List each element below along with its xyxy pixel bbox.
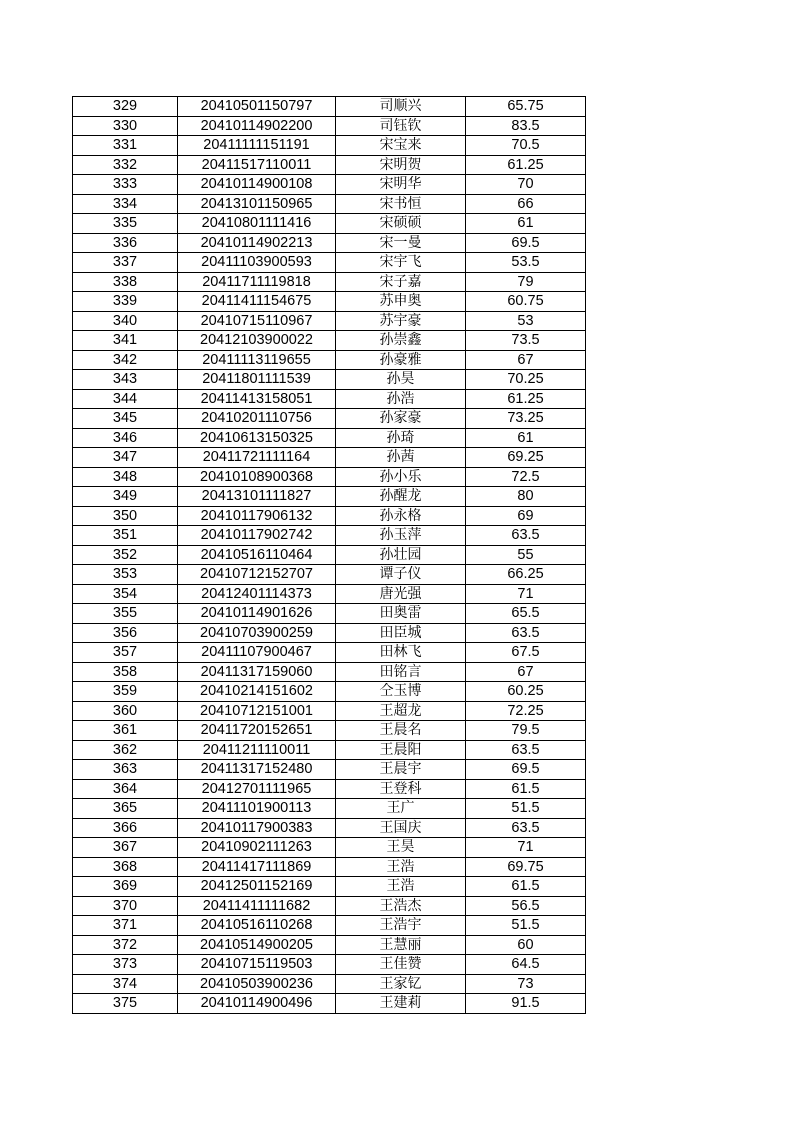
candidate-id-cell: 20410114902200 — [178, 116, 336, 136]
row-number-cell: 364 — [73, 779, 178, 799]
row-number-cell: 374 — [73, 974, 178, 994]
table-row — [73, 506, 586, 526]
candidate-id-cell: 20411107900467 — [178, 643, 336, 663]
row-number-cell: 354 — [73, 584, 178, 604]
row-number-cell: 375 — [73, 994, 178, 1014]
candidate-id-cell: 20410501150797 — [178, 97, 336, 117]
score-cell: 70.5 — [466, 136, 586, 156]
score-cell: 73.5 — [466, 331, 586, 351]
row-number-cell: 338 — [73, 272, 178, 292]
candidate-id-cell: 20411317159060 — [178, 662, 336, 682]
name-cell: 苏宇豪 — [336, 311, 466, 331]
name-cell: 王晨宇 — [336, 760, 466, 780]
candidate-id-cell: 20410613150325 — [178, 428, 336, 448]
score-cell: 67.5 — [466, 643, 586, 663]
table-row — [73, 662, 586, 682]
row-number-cell: 370 — [73, 896, 178, 916]
name-cell: 宋明贺 — [336, 155, 466, 175]
name-cell: 王广 — [336, 799, 466, 819]
name-cell: 孙壮园 — [336, 545, 466, 565]
table-row — [73, 311, 586, 331]
row-number-cell: 342 — [73, 350, 178, 370]
table-row — [73, 565, 586, 585]
candidate-id-cell: 20411317152480 — [178, 760, 336, 780]
candidate-id-cell: 20411801111539 — [178, 370, 336, 390]
row-number-cell: 347 — [73, 448, 178, 468]
name-cell: 王晨名 — [336, 721, 466, 741]
name-cell: 宋明华 — [336, 175, 466, 195]
name-cell: 孙醒龙 — [336, 487, 466, 507]
row-number-cell: 366 — [73, 818, 178, 838]
candidate-id-cell: 20413101111827 — [178, 487, 336, 507]
table-row — [73, 818, 586, 838]
candidate-id-cell: 20410715110967 — [178, 311, 336, 331]
candidate-id-cell: 20413101150965 — [178, 194, 336, 214]
name-cell: 田奥雷 — [336, 604, 466, 624]
candidate-id-cell: 20410514900205 — [178, 935, 336, 955]
row-number-cell: 345 — [73, 409, 178, 429]
row-number-cell: 365 — [73, 799, 178, 819]
candidate-id-cell: 20410712152707 — [178, 565, 336, 585]
name-cell: 王慧丽 — [336, 935, 466, 955]
candidate-id-cell: 20411411111682 — [178, 896, 336, 916]
table-row — [73, 448, 586, 468]
score-cell: 56.5 — [466, 896, 586, 916]
candidate-id-cell: 20410117902742 — [178, 526, 336, 546]
candidate-id-cell: 20411101900113 — [178, 799, 336, 819]
table-row — [73, 604, 586, 624]
score-cell: 69.5 — [466, 233, 586, 253]
candidate-id-cell: 20410516110268 — [178, 916, 336, 936]
name-cell: 孙家豪 — [336, 409, 466, 429]
name-cell: 王建莉 — [336, 994, 466, 1014]
row-number-cell: 352 — [73, 545, 178, 565]
table-row — [73, 779, 586, 799]
name-cell: 孙玉萍 — [336, 526, 466, 546]
candidate-id-cell: 20411413158051 — [178, 389, 336, 409]
candidate-id-cell: 20412401114373 — [178, 584, 336, 604]
row-number-cell: 343 — [73, 370, 178, 390]
row-number-cell: 334 — [73, 194, 178, 214]
table-row — [73, 857, 586, 877]
name-cell: 王国庆 — [336, 818, 466, 838]
score-cell: 64.5 — [466, 955, 586, 975]
score-cell: 63.5 — [466, 818, 586, 838]
candidate-id-cell: 20411111151191 — [178, 136, 336, 156]
table-row — [73, 214, 586, 234]
candidate-id-cell: 20410902111263 — [178, 838, 336, 858]
row-number-cell: 337 — [73, 253, 178, 273]
score-cell: 79 — [466, 272, 586, 292]
candidate-id-cell: 20411711119818 — [178, 272, 336, 292]
candidate-id-cell: 20410712151001 — [178, 701, 336, 721]
candidate-id-cell: 20412103900022 — [178, 331, 336, 351]
row-number-cell: 373 — [73, 955, 178, 975]
score-cell: 73.25 — [466, 409, 586, 429]
table-row — [73, 760, 586, 780]
score-cell: 71 — [466, 838, 586, 858]
table-row — [73, 838, 586, 858]
row-number-cell: 350 — [73, 506, 178, 526]
table-row — [73, 487, 586, 507]
candidate-id-cell: 20410117906132 — [178, 506, 336, 526]
table-row — [73, 584, 586, 604]
row-number-cell: 362 — [73, 740, 178, 760]
candidate-id-cell: 20411720152651 — [178, 721, 336, 741]
row-number-cell: 353 — [73, 565, 178, 585]
table-row — [73, 253, 586, 273]
score-cell: 61 — [466, 428, 586, 448]
row-number-cell: 369 — [73, 877, 178, 897]
table-row — [73, 136, 586, 156]
table-body — [73, 97, 586, 1014]
candidate-id-cell: 20411721111164 — [178, 448, 336, 468]
candidate-id-cell: 20410214151602 — [178, 682, 336, 702]
row-number-cell: 339 — [73, 292, 178, 312]
name-cell: 仝玉博 — [336, 682, 466, 702]
candidate-id-cell: 20411103900593 — [178, 253, 336, 273]
table-row — [73, 974, 586, 994]
score-table — [72, 96, 586, 1014]
name-cell: 王昊 — [336, 838, 466, 858]
row-number-cell: 356 — [73, 623, 178, 643]
score-cell: 51.5 — [466, 799, 586, 819]
table-row — [73, 955, 586, 975]
score-cell: 70 — [466, 175, 586, 195]
score-cell: 67 — [466, 350, 586, 370]
table-row — [73, 116, 586, 136]
score-cell: 61.25 — [466, 155, 586, 175]
row-number-cell: 348 — [73, 467, 178, 487]
table-row — [73, 682, 586, 702]
table-row — [73, 721, 586, 741]
table-row — [73, 389, 586, 409]
table-row — [73, 467, 586, 487]
name-cell: 王家钇 — [336, 974, 466, 994]
row-number-cell: 358 — [73, 662, 178, 682]
score-cell: 65.75 — [466, 97, 586, 117]
score-cell: 60 — [466, 935, 586, 955]
table-row — [73, 799, 586, 819]
score-cell: 66 — [466, 194, 586, 214]
name-cell: 孙崇鑫 — [336, 331, 466, 351]
candidate-id-cell: 20411517110011 — [178, 155, 336, 175]
name-cell: 田铭言 — [336, 662, 466, 682]
score-cell: 65.5 — [466, 604, 586, 624]
name-cell: 宋宝来 — [336, 136, 466, 156]
row-number-cell: 346 — [73, 428, 178, 448]
row-number-cell: 349 — [73, 487, 178, 507]
candidate-id-cell: 20410114901626 — [178, 604, 336, 624]
name-cell: 司顺兴 — [336, 97, 466, 117]
score-cell: 61 — [466, 214, 586, 234]
name-cell: 孙茜 — [336, 448, 466, 468]
candidate-id-cell: 20411417111869 — [178, 857, 336, 877]
name-cell: 王浩 — [336, 857, 466, 877]
score-cell: 69.25 — [466, 448, 586, 468]
score-cell: 66.25 — [466, 565, 586, 585]
row-number-cell: 341 — [73, 331, 178, 351]
table-row — [73, 916, 586, 936]
name-cell: 田林飞 — [336, 643, 466, 663]
score-cell: 69.75 — [466, 857, 586, 877]
name-cell: 宋硕硕 — [336, 214, 466, 234]
row-number-cell: 331 — [73, 136, 178, 156]
table-row — [73, 409, 586, 429]
score-cell: 53 — [466, 311, 586, 331]
candidate-id-cell: 20410117900383 — [178, 818, 336, 838]
row-number-cell: 372 — [73, 935, 178, 955]
name-cell: 司钰钦 — [336, 116, 466, 136]
table-row — [73, 175, 586, 195]
table-row — [73, 545, 586, 565]
table-row — [73, 194, 586, 214]
candidate-id-cell: 20410516110464 — [178, 545, 336, 565]
candidate-id-cell: 20410108900368 — [178, 467, 336, 487]
row-number-cell: 329 — [73, 97, 178, 117]
candidate-id-cell: 20410201110756 — [178, 409, 336, 429]
row-number-cell: 359 — [73, 682, 178, 702]
name-cell: 王超龙 — [336, 701, 466, 721]
score-cell: 60.25 — [466, 682, 586, 702]
candidate-id-cell: 20411411154675 — [178, 292, 336, 312]
table-row — [73, 370, 586, 390]
score-cell: 69.5 — [466, 760, 586, 780]
name-cell: 宋一曼 — [336, 233, 466, 253]
table-row — [73, 155, 586, 175]
score-cell: 61.5 — [466, 877, 586, 897]
name-cell: 孙浩 — [336, 389, 466, 409]
score-cell: 73 — [466, 974, 586, 994]
table-row — [73, 428, 586, 448]
score-cell: 51.5 — [466, 916, 586, 936]
table-row — [73, 97, 586, 117]
score-cell: 72.25 — [466, 701, 586, 721]
row-number-cell: 336 — [73, 233, 178, 253]
table-row — [73, 877, 586, 897]
score-cell: 63.5 — [466, 526, 586, 546]
score-cell: 63.5 — [466, 740, 586, 760]
name-cell: 王佳赞 — [336, 955, 466, 975]
name-cell: 田臣城 — [336, 623, 466, 643]
name-cell: 孙琦 — [336, 428, 466, 448]
candidate-id-cell: 20410715119503 — [178, 955, 336, 975]
row-number-cell: 371 — [73, 916, 178, 936]
name-cell: 孙昊 — [336, 370, 466, 390]
score-cell: 67 — [466, 662, 586, 682]
score-cell: 60.75 — [466, 292, 586, 312]
candidate-id-cell: 20410703900259 — [178, 623, 336, 643]
row-number-cell: 361 — [73, 721, 178, 741]
row-number-cell: 360 — [73, 701, 178, 721]
table-row — [73, 994, 586, 1014]
name-cell: 宋子嘉 — [336, 272, 466, 292]
candidate-id-cell: 20410503900236 — [178, 974, 336, 994]
table-row — [73, 272, 586, 292]
row-number-cell: 340 — [73, 311, 178, 331]
candidate-id-cell: 20411211110011 — [178, 740, 336, 760]
row-number-cell: 332 — [73, 155, 178, 175]
name-cell: 唐光强 — [336, 584, 466, 604]
score-cell: 72.5 — [466, 467, 586, 487]
table-row — [73, 896, 586, 916]
table-row — [73, 701, 586, 721]
row-number-cell: 363 — [73, 760, 178, 780]
candidate-id-cell: 20412501152169 — [178, 877, 336, 897]
table-row — [73, 623, 586, 643]
name-cell: 谭子仪 — [336, 565, 466, 585]
name-cell: 孙豪雅 — [336, 350, 466, 370]
score-cell: 71 — [466, 584, 586, 604]
name-cell: 王浩宇 — [336, 916, 466, 936]
row-number-cell: 368 — [73, 857, 178, 877]
name-cell: 宋宇飞 — [336, 253, 466, 273]
score-cell: 70.25 — [466, 370, 586, 390]
table-row — [73, 935, 586, 955]
name-cell: 王浩杰 — [336, 896, 466, 916]
candidate-id-cell: 20412701111965 — [178, 779, 336, 799]
row-number-cell: 367 — [73, 838, 178, 858]
table-row — [73, 740, 586, 760]
name-cell: 王浩 — [336, 877, 466, 897]
row-number-cell: 355 — [73, 604, 178, 624]
score-cell: 69 — [466, 506, 586, 526]
table-row — [73, 331, 586, 351]
name-cell: 苏申奥 — [336, 292, 466, 312]
row-number-cell: 330 — [73, 116, 178, 136]
row-number-cell: 335 — [73, 214, 178, 234]
score-cell: 53.5 — [466, 253, 586, 273]
name-cell: 孙小乐 — [336, 467, 466, 487]
row-number-cell: 357 — [73, 643, 178, 663]
table-row — [73, 526, 586, 546]
table-row — [73, 233, 586, 253]
score-cell: 61.25 — [466, 389, 586, 409]
name-cell: 孙永格 — [336, 506, 466, 526]
score-cell: 61.5 — [466, 779, 586, 799]
row-number-cell: 344 — [73, 389, 178, 409]
score-cell: 91.5 — [466, 994, 586, 1014]
score-cell: 80 — [466, 487, 586, 507]
score-cell: 55 — [466, 545, 586, 565]
table-row — [73, 292, 586, 312]
candidate-id-cell: 20410114900108 — [178, 175, 336, 195]
table-row — [73, 643, 586, 663]
name-cell: 宋书恒 — [336, 194, 466, 214]
name-cell: 王登科 — [336, 779, 466, 799]
score-cell: 83.5 — [466, 116, 586, 136]
score-cell: 63.5 — [466, 623, 586, 643]
row-number-cell: 333 — [73, 175, 178, 195]
candidate-id-cell: 20411113119655 — [178, 350, 336, 370]
candidate-id-cell: 20410114900496 — [178, 994, 336, 1014]
table-row — [73, 350, 586, 370]
row-number-cell: 351 — [73, 526, 178, 546]
candidate-id-cell: 20410114902213 — [178, 233, 336, 253]
name-cell: 王晨阳 — [336, 740, 466, 760]
score-cell: 79.5 — [466, 721, 586, 741]
candidate-id-cell: 20410801111416 — [178, 214, 336, 234]
